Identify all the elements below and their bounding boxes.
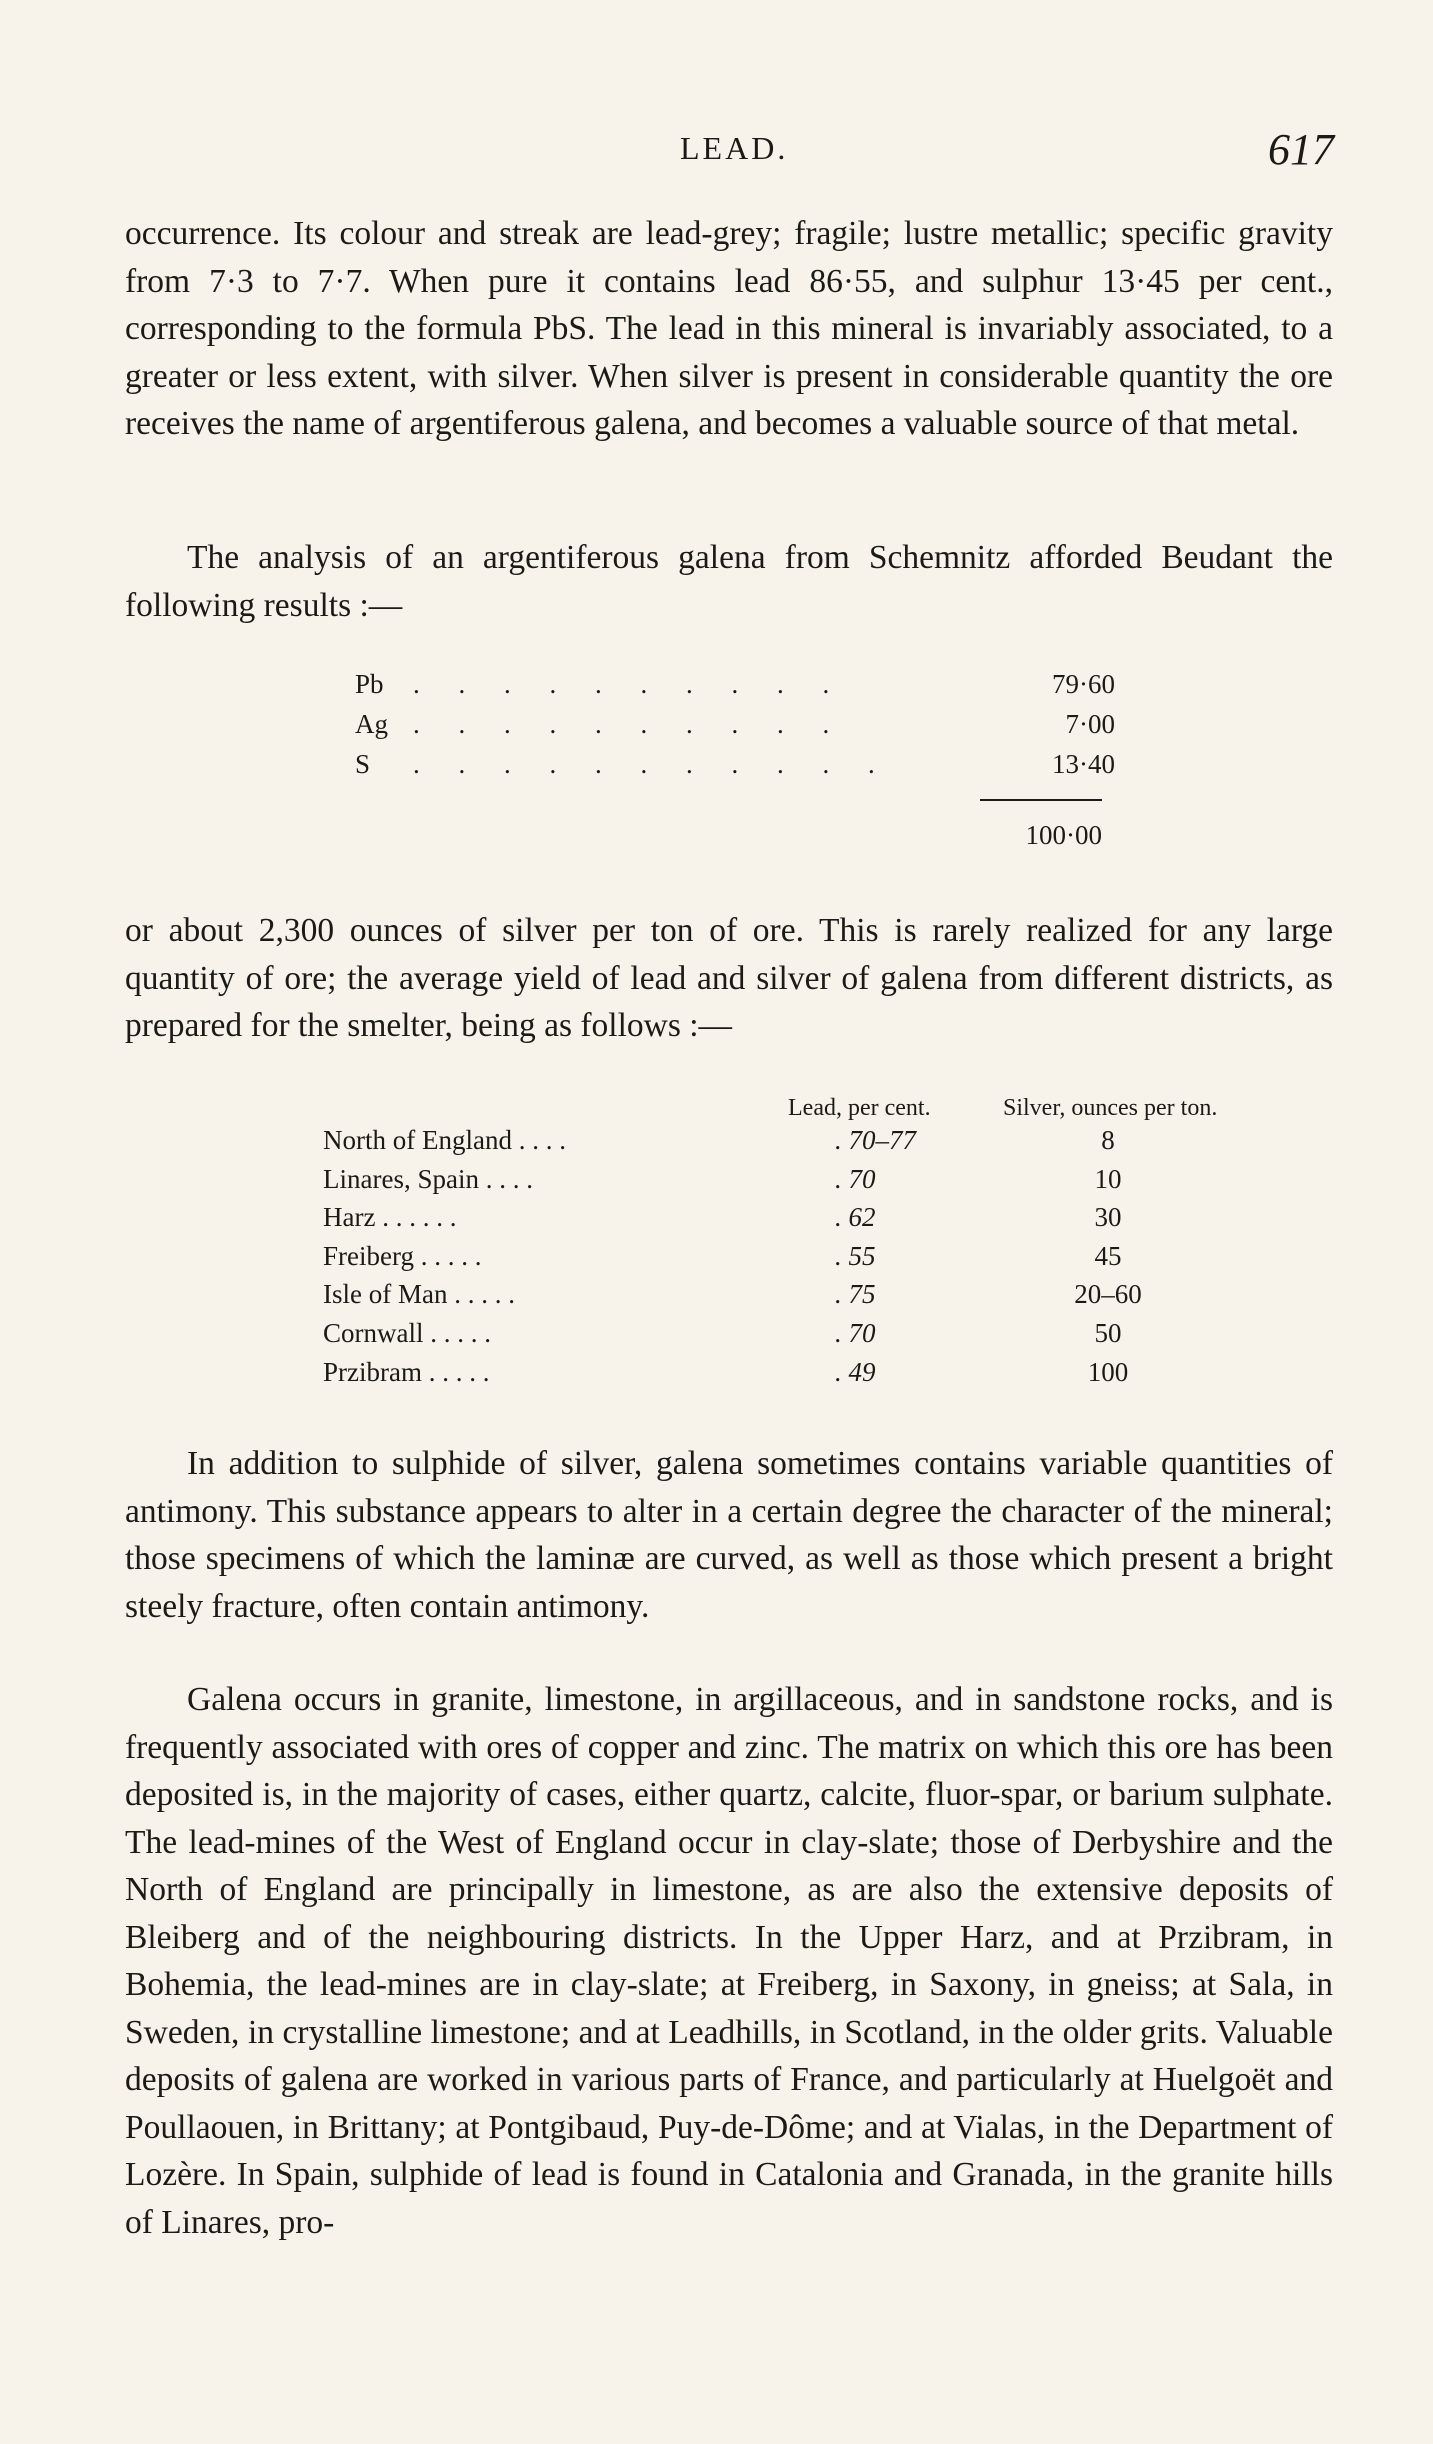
lead-percent: . 49 <box>835 1356 876 1387</box>
district-name: Isle of Man . . . . . <box>323 1279 515 1310</box>
table-row <box>323 1164 1323 1203</box>
page-number: 617 <box>1268 125 1334 174</box>
paragraph-schemnitz-analysis: The analysis of an argentiferous galena from Schemnitz afforded Beudant the following results :— <box>125 539 1333 624</box>
assay-value: 79·60 <box>1052 669 1115 699</box>
assay-row <box>355 709 1115 749</box>
table-row <box>323 1202 1323 1241</box>
silver-ounces: 8 <box>1101 1125 1115 1155</box>
table-row <box>323 1125 1323 1164</box>
assay-leader-dots: . . . . . . . . . . <box>413 709 846 739</box>
assay-value: 13·40 <box>1052 749 1115 779</box>
running-title: LEAD. <box>680 130 789 166</box>
silver-ounces: 30 <box>1094 1202 1122 1233</box>
district-name: Freiberg . . . . . <box>323 1240 482 1271</box>
assay-element: Pb <box>355 669 384 699</box>
assay-total: 100·00 <box>1025 820 1102 850</box>
paragraph-antimony: In addition to sulphide of silver, galena sometimes contains variable quantities of antimony. This substance appears to alter in a certain degree the character of the mineral; those specimens of which the laminæ are curved, as well as those which present a bright steely fracture, often contain antimony. <box>125 1445 1333 1625</box>
district-name: Przibram . . . . . <box>323 1356 490 1387</box>
assay-element: Ag <box>355 709 388 739</box>
paragraph-silver-yield: or about 2,300 ounces of silver per ton of ore. This is rarely realized for any large quantity of ore; the average yield of lead and silver of galena from different districts, as prepared for the smelter, being as follows :— <box>125 912 1333 1044</box>
assay-table <box>355 669 1115 789</box>
silver-ounces: 45 <box>1094 1240 1122 1271</box>
district-name: Linares, Spain . . . . <box>323 1163 533 1194</box>
yield-header-silver: Silver, ounces per ton. <box>1003 1095 1218 1121</box>
table-row <box>323 1241 1323 1280</box>
lead-percent: . 55 <box>835 1240 876 1271</box>
assay-leader-dots: . . . . . . . . . . . <box>413 749 891 779</box>
assay-leader-dots: . . . . . . . . . . <box>413 669 846 699</box>
table-row <box>323 1279 1323 1318</box>
assay-row <box>355 669 1115 709</box>
table-row <box>323 1357 1323 1396</box>
district-name: North of England . . . . <box>323 1125 566 1155</box>
assay-sum-rule <box>980 799 1102 801</box>
table-row <box>323 1318 1323 1357</box>
lead-percent: . 62 <box>835 1202 876 1233</box>
district-name: Harz . . . . . . <box>323 1202 457 1233</box>
yield-table <box>323 1125 1323 1395</box>
silver-ounces: 100 <box>1087 1356 1129 1387</box>
page-header <box>0 125 1433 190</box>
paragraph-occurrence: Galena occurs in granite, limestone, in argillaceous, and in sandstone rocks, and is frequently associated with ores of copper and zinc. The matrix on which this ore has been deposited is, in the majority of cases, either quartz, calcite, fluor-spar, or barium sulphate. The lead-mines of the West of England occur in clay-slate; those of Derbyshire and the North of England are principally in limestone, as are also the extensive deposits of Bleiberg and of the neighbouring districts. In the Upper Harz, and at Przibram, in Bohemia, the lead-mines are in clay-slate; at Freiberg, in Saxony, in gneiss; at Sala, in Sweden, in crystalline limestone; and at Leadhills, in Scotland, in the older grits. Valuable deposits of galena are worked in various parts of France, and particularly at Huelgoët and Poullaouen, in Brittany; at Pontgibaud, Puy-de-Dôme; and at Vialas, in the Department of Lozère. In Spain, sulphide of lead is found in Catalonia and Granada, in the granite hills of Linares, pro- <box>125 1681 1333 2241</box>
lead-percent: . 70–77 <box>835 1125 916 1155</box>
assay-element: S <box>355 749 371 779</box>
assay-row <box>355 749 1115 789</box>
yield-header-lead: Lead, per cent. <box>788 1095 931 1121</box>
paragraph-galena-properties: occurrence. Its colour and streak are lead-grey; fragile; lustre metallic; specific gravity from 7·3 to 7·7. When pure it contains lead 86·55, and sulphur 13·45 per cent., corresponding to the formula PbS. The lead in this mineral is invariably associated, to a greater or less extent, with silver. When silver is present in considerable quantity the ore receives the name of argentiferous galena, and becomes a valuable source of that metal. <box>125 215 1333 442</box>
silver-ounces: 50 <box>1094 1317 1122 1348</box>
lead-percent: . 75 <box>835 1279 876 1310</box>
lead-percent: . 70 <box>835 1317 876 1348</box>
district-name: Cornwall . . . . . <box>323 1317 491 1348</box>
silver-ounces: 10 <box>1094 1163 1122 1194</box>
lead-percent: . 70 <box>835 1163 876 1194</box>
silver-ounces: 20–60 <box>1074 1279 1142 1310</box>
assay-value: 7·00 <box>1065 709 1115 739</box>
